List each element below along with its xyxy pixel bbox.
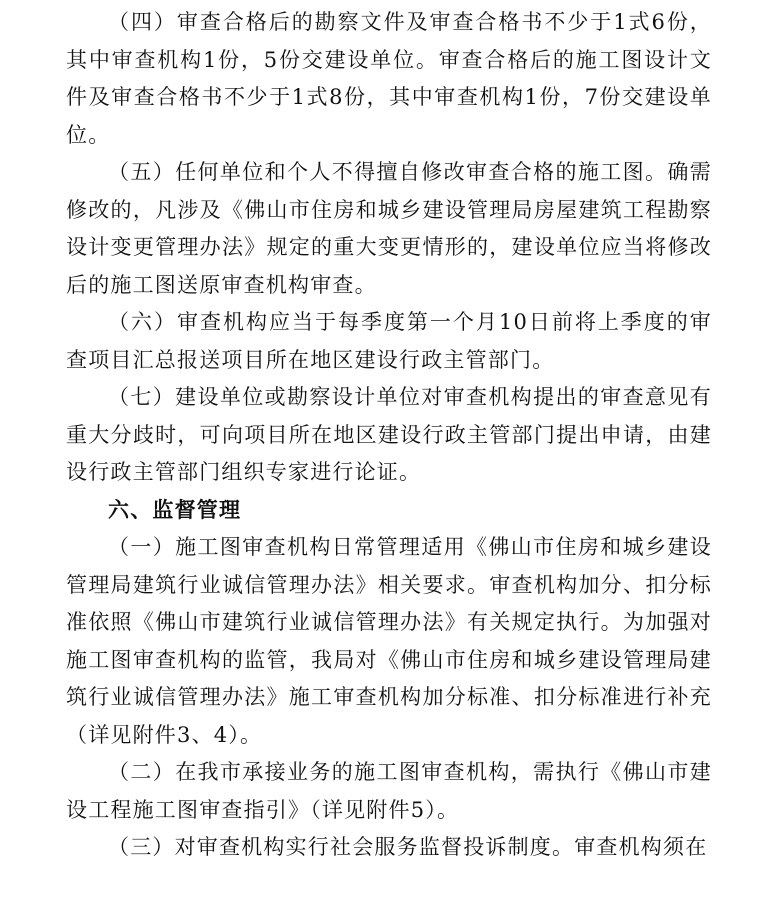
- paragraph-item-4: （四）审查合格后的勘察文件及审查合格书不少于1式6份，其中审查机构1份，5份交建设单位。审查合格后的施工图设计文件及审查合格书不少于1式8份，其中审查机构1份，7份交建设单位。: [66, 10, 712, 147]
- paragraph-item-5: （五）任何单位和个人不得擅自修改审查合格的施工图。确需修改的，凡涉及《佛山市住房和城乡建设管理局房屋建筑工程勘察设计变更管理办法》规定的重大变更情形的，建设单位应当将修改后的施工图送原审查机构审查。: [66, 160, 712, 297]
- paragraph-item-1: （一）施工图审查机构日常管理适用《佛山市住房和城乡建设管理局建筑行业诚信管理办法》相关要求。审查机构加分、扣分标准依照《佛山市建筑行业诚信管理办法》有关规定执行。为加强对施工图审查机构的监管，我局对《佛山市住房和城乡建设管理局建筑行业诚信管理办法》施工审查机构加分标准、扣分标准进行补充（详见附件3、4）。: [66, 535, 712, 747]
- paragraph-item-6: （六）审查机构应当于每季度第一个月10日前将上季度的审查项目汇总报送项目所在地区建设行政主管部门。: [66, 310, 712, 372]
- paragraph-item-3: （三）对审查机构实行社会服务监督投诉制度。审查机构须在: [108, 835, 708, 859]
- section-heading-supervision: 六、监督管理: [108, 497, 242, 522]
- paragraph-item-2: （二）在我市承接业务的施工图审查机构，需执行《佛山市建设工程施工图审查指引》（详见附件5）。: [66, 760, 712, 822]
- paragraph-item-7: （七）建设单位或勘察设计单位对审查机构提出的审查意见有重大分歧时，可向项目所在地区建设行政主管部门提出申请，由建设行政主管部门组织专家进行论证。: [66, 385, 712, 484]
